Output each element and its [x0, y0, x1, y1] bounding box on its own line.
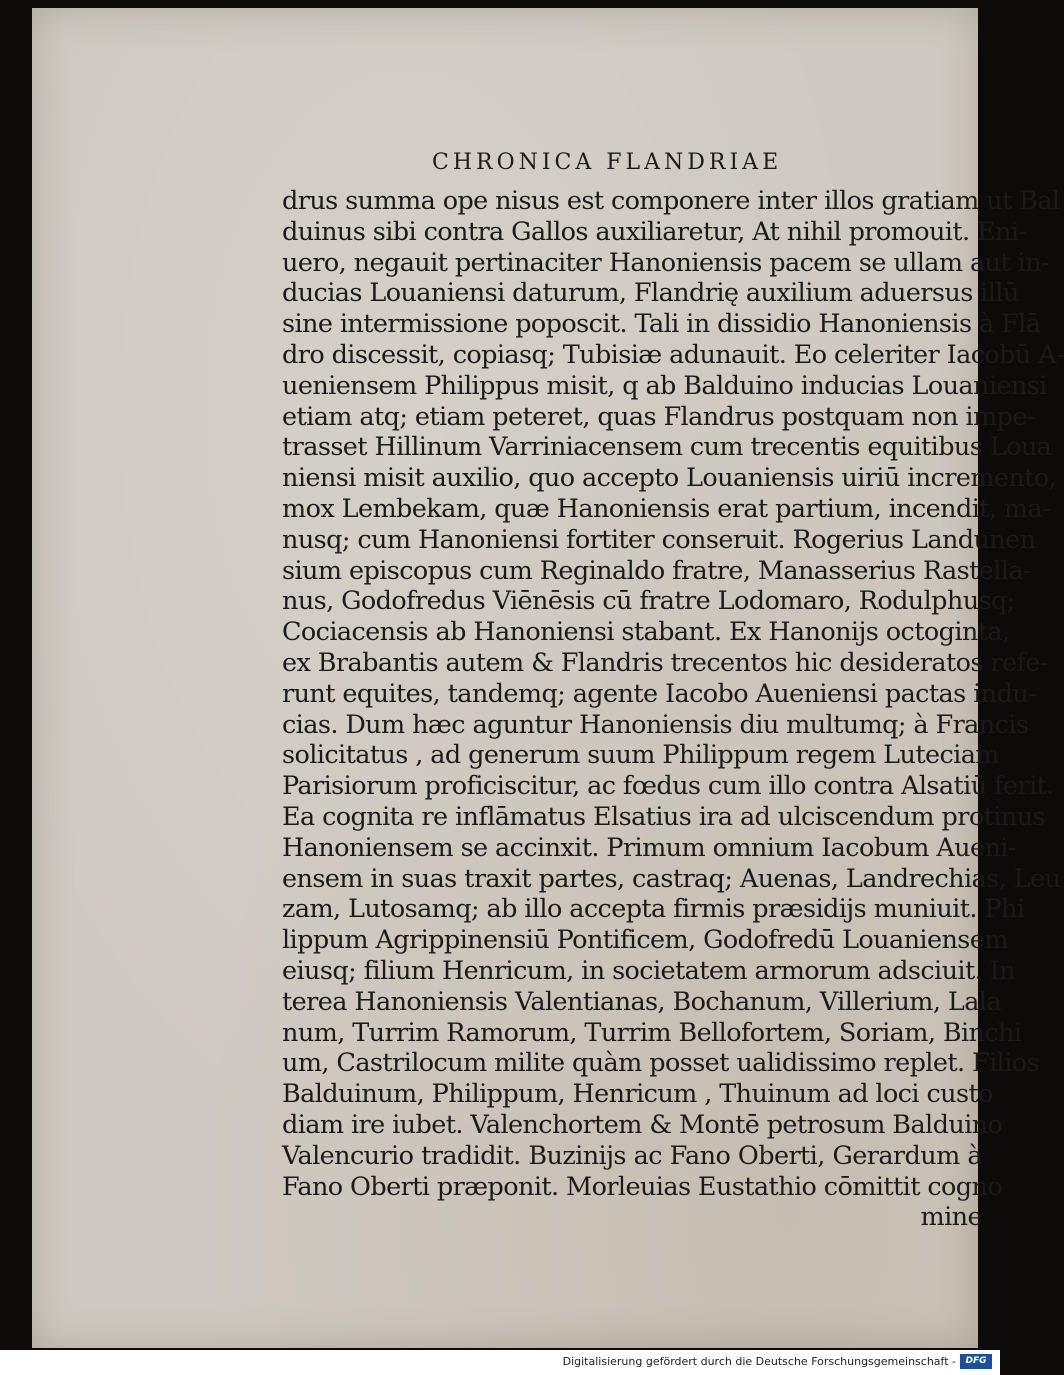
running-title: CHRONICA FLANDRIAE [432, 150, 783, 175]
text-line: niensi misit auxilio, quo accepto Louaniensis uiriū incremento, [282, 463, 1057, 494]
text-line: Ea cognita re inflāmatus Elsatius ira ad ulciscendum protinus [282, 801, 1045, 832]
text-line: num, Turrim Ramorum, Turrim Bellofortem, Soriam, Binchi [282, 1017, 1022, 1048]
text-line: ensem in suas traxit partes, castraq; Auenas, Landrechias, Leu [282, 863, 1061, 894]
text-line: nusq; cum Hanoniensi fortiter conseruit. Rogerius Landunen [282, 524, 1036, 555]
text-line: solicitatus , ad generum suum Philippum regem Luteciam [282, 740, 999, 771]
text-line: terea Hanoniensis Valentianas, Bochanum, Villerium, Lala [282, 986, 1001, 1017]
text-line: ex Brabantis autem & Flandris trecentos hic desideratos refe- [282, 647, 1048, 678]
text-line: Fano Oberti præponit. Morleuias Eustathio cōmittit cogno [282, 1171, 1003, 1202]
text-line: lippum Agrippinensiū Pontificem, Godofredū Louaniensem [282, 925, 1008, 956]
text-line: sium episcopus cum Reginaldo fratre, Manasserius Rastella- [282, 555, 1031, 586]
dfg-logo-icon: DFG [960, 1354, 992, 1369]
funding-credit: Digitalisierung gefördert durch die Deutsche Forschungsgemeinschaft - [562, 1355, 956, 1368]
text-line: eiusq; filium Henricum, in societatem armorum adsciuit. In [282, 955, 1015, 986]
text-line: ducias Louaniensi daturum, Flandrię auxilium aduersus illū [282, 278, 1019, 309]
text-line: Balduinum, Philippum, Henricum , Thuinum ad loci custo [282, 1079, 993, 1110]
text-line: Cociacensis ab Hanoniensi stabant. Ex Hanonijs octoginta, [282, 617, 1010, 648]
text-line: drus summa ope nisus est componere inter illos gratiam ut Bal [282, 186, 1060, 216]
text-line: Parisiorum proficiscitur, ac fœdus cum illo contra Alsatiū ferit. [282, 771, 1054, 802]
text-line: Hanoniensem se accinxit. Primum omnium Iacobum Aueni- [282, 832, 1016, 863]
text-line: dro discessit, copiasq; Tubisiæ adunauit. Eo celeriter Iacobū A- [282, 339, 1064, 370]
text-line: runt equites, tandemq; agente Iacobo Aueniensi pactas indu- [282, 678, 1037, 709]
footer-bar [0, 1350, 1000, 1375]
book-page [32, 8, 1064, 1348]
text-line: trasset Hillinum Varriniacensem cum trecentis equitibus Loua [282, 432, 1052, 463]
text-line: Valencurio tradidit. Buzinijs ac Fano Oberti, Gerardum à [282, 1140, 982, 1171]
text-line: etiam atq; etiam peteret, quas Flandrus postquam non impe- [282, 401, 1035, 432]
text-line: cias. Dum hæc aguntur Hanoniensis diu multumq; à Francis [282, 709, 1029, 740]
text-line: mox Lembekam, quæ Hanoniensis erat partium, incendit, ma- [282, 493, 1051, 524]
text-line: diam ire iubet. Valenchortem & Montē petrosum Balduino [282, 1109, 1003, 1140]
text-line: uero, negauit pertinaciter Hanoniensis pacem se ullam aut in- [282, 247, 1049, 278]
text-line: duinus sibi contra Gallos auxiliaretur, At nihil promouit. Eni- [282, 216, 1027, 247]
text-line: nus, Godofredus Viēnēsis cū fratre Lodomaro, Rodulphusq; [282, 586, 1015, 617]
text-line: um, Castrilocum milite quàm posset ualidissimo replet. Filios [282, 1048, 1040, 1079]
body-text [282, 186, 1064, 1233]
text-line: mine [920, 1202, 982, 1233]
text-line: sine intermissione poposcit. Tali in dissidio Hanoniensis à Flā [282, 309, 1041, 340]
text-line: ueniensem Philippus misit, q ab Balduino inducias Louaniensi [282, 370, 1047, 401]
text-line: zam, Lutosamq; ab illo accepta firmis præsidijs muniuit. Phi [282, 894, 1025, 925]
